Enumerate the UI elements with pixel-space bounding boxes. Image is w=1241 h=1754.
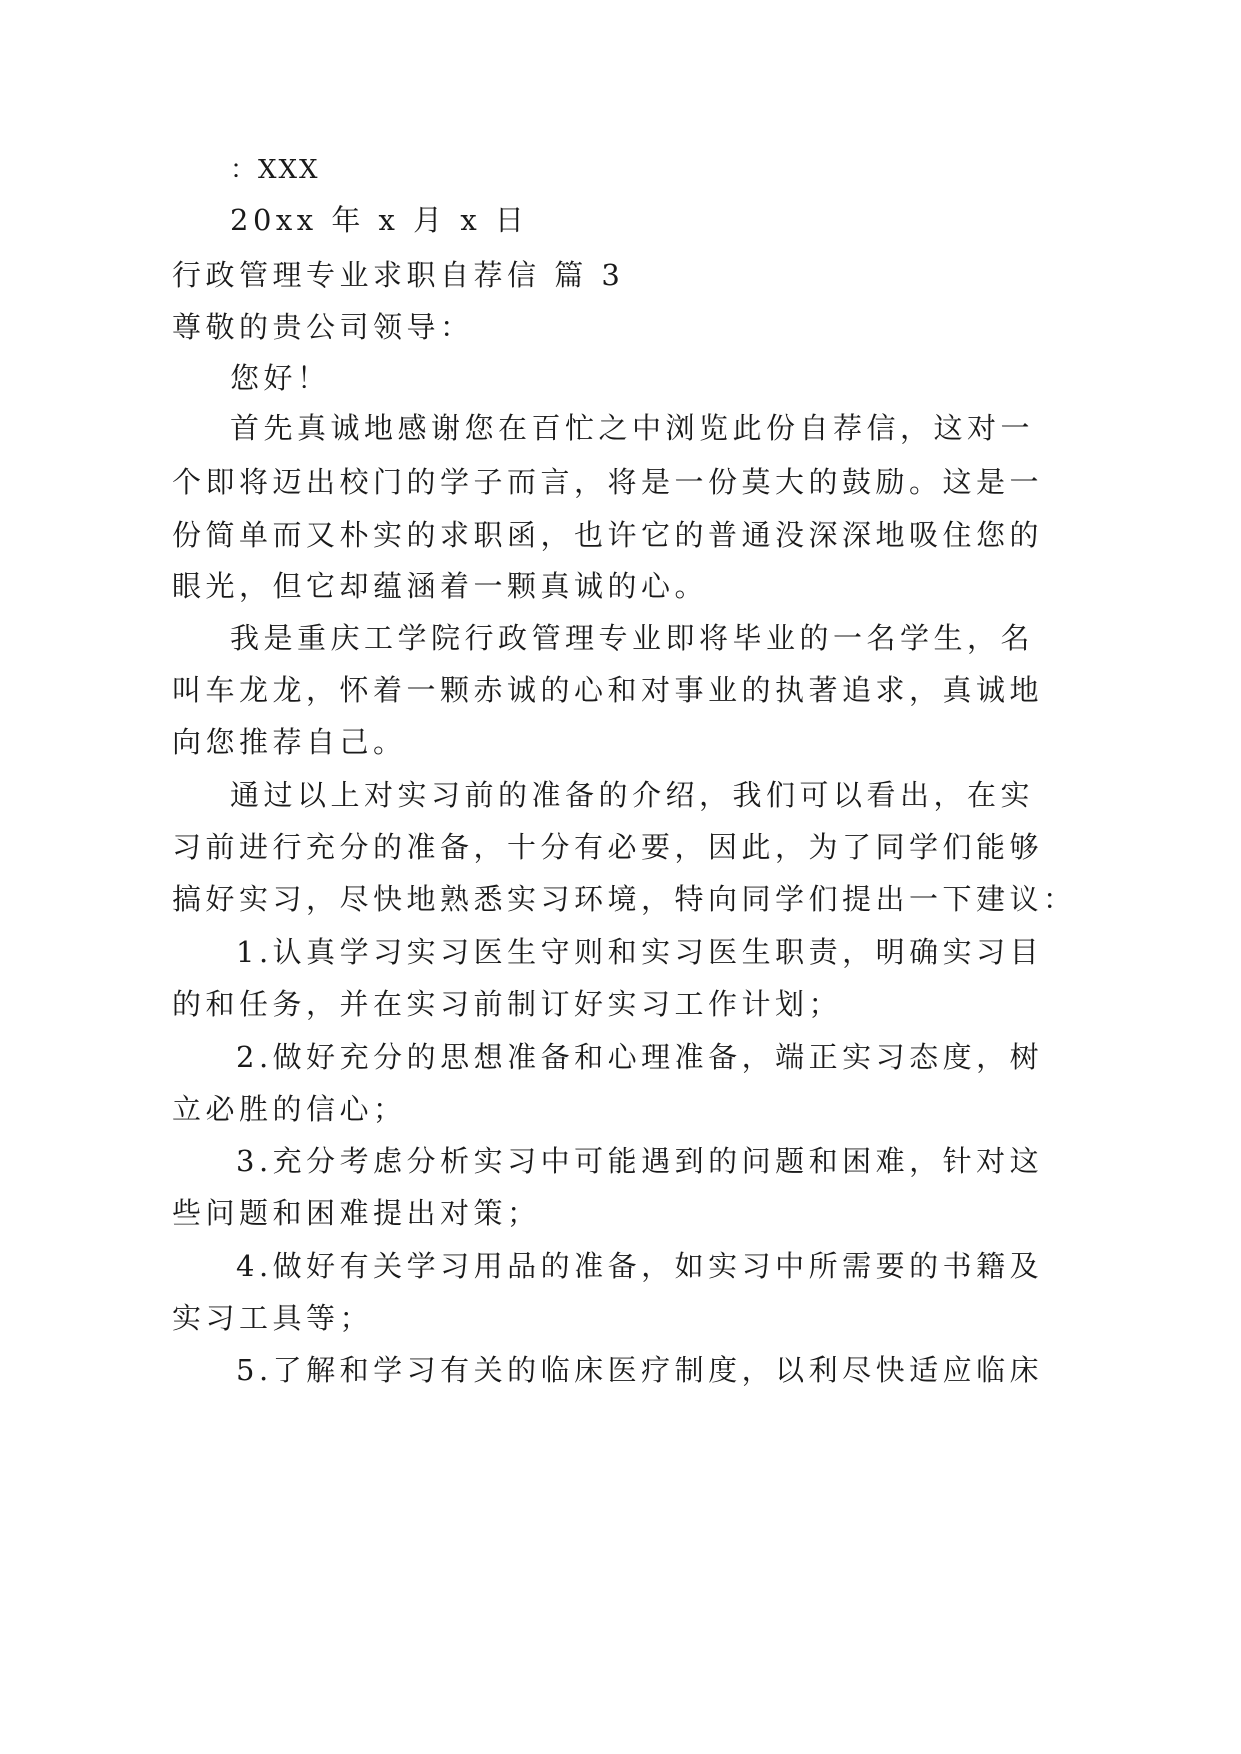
paragraph-line: 习前进行充分的准备，十分有必要，因此，为了同学们能够 [172, 830, 1044, 864]
paragraph-line: 通过以上对实习前的准备的介绍，我们可以看出，在实 [230, 778, 1035, 812]
list-item-line: 4.做好有关学习用品的准备，如实习中所需要的书籍及 [236, 1249, 1044, 1283]
list-item-line: 实习工具等； [172, 1301, 374, 1335]
paragraph-line: 个即将迈出校门的学子而言，将是一份莫大的鼓励。这是一 [172, 465, 1044, 499]
list-item-line: 的和任务，并在实习前制订好实习工作计划； [172, 987, 843, 1021]
paragraph-line: 首先真诚地感谢您在百忙之中浏览此份自荐信，这对一 [230, 411, 1035, 445]
paragraph-line: 搞好实习，尽快地熟悉实习环境，特向同学们提出一下建议： [172, 882, 1077, 916]
paragraph-line: 我是重庆工学院行政管理专业即将毕业的一名学生，名 [230, 621, 1035, 655]
section-title: 行政管理专业求职自荐信 篇 3 [172, 258, 625, 292]
signoff-name: ：XXX [230, 155, 320, 185]
paragraph-line: 份简单而又朴实的求职函，也许它的普通没深深地吸住您的 [172, 518, 1044, 552]
greeting: 您好！ [230, 361, 331, 395]
list-item-line: 2.做好充分的思想准备和心理准备，端正实习态度，树 [236, 1040, 1044, 1074]
paragraph-line: 眼光，但它却蕴涵着一颗真诚的心。 [172, 569, 709, 603]
signoff-date: 20xx 年 x 月 x 日 [230, 203, 529, 237]
paragraph-line: 向您推荐自己。 [172, 725, 407, 759]
list-item-line: 立必胜的信心； [172, 1092, 407, 1126]
salutation: 尊敬的贵公司领导： [172, 310, 474, 344]
list-item-line: 1.认真学习实习医生守则和实习医生职责，明确实习目 [236, 935, 1044, 969]
list-item-line: 3.充分考虑分析实习中可能遇到的问题和困难，针对这 [236, 1144, 1044, 1178]
list-item-line: 5.了解和学习有关的临床医疗制度，以利尽快适应临床 [236, 1353, 1044, 1387]
list-item-line: 些问题和困难提出对策； [172, 1196, 541, 1230]
paragraph-line: 叫车龙龙，怀着一颗赤诚的心和对事业的执著追求，真诚地 [172, 673, 1044, 707]
